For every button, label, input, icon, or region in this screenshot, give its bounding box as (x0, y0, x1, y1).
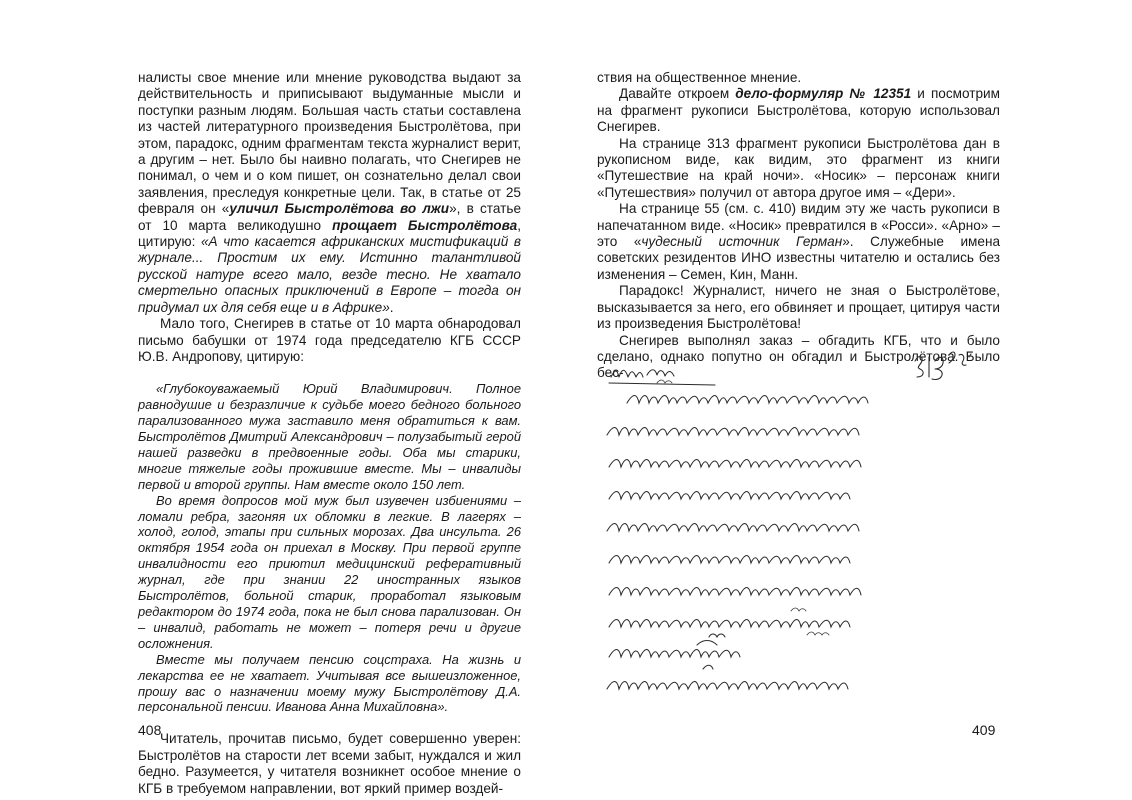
quote-text: чудесный источник Герман (641, 234, 843, 250)
paragraph: На странице 313 фрагмент рукописи Быстролётова дан в рукописном виде, как видим, это фрагмент из книги «Путешествие на край ночи». «Носик» – персонаж книги «Путешествия» получил от автора другое имя – «Дери». (597, 135, 1000, 200)
handwritten-manuscript-image (597, 345, 1002, 713)
paragraph: Мало того, Снегирев в статье от 10 марта обнародовал письмо бабушки от 1974 года председателю КГБ СССР Ю.В. Андропову, цитирую: (138, 316, 521, 364)
letter-paragraph: Вместе мы получаем пенсию соцстраха. На жизнь и лекарства ее не хватает. Учитывая все вышеизложенное, прошу вас о назначении моему мужу Быстролётову Д.А. персональной пенсии. Иванова Анна Михайловна». (138, 651, 521, 715)
letter-paragraph: Во время допросов мой муж был изувечен избиениями – ломали ребра, загоняя их обломки в легкие. В лагерях – холод, голод, этапы при сильных морозах. Два инсульта. 26 октября 1954 года он приехал в Москву. При первой группе инвалидности его приютил медицинский реферативный журнал, где при знании 22 иностранных языков Быстролётов, больной старик, проработал языковым редактором до 1974 года, пока не был снова парализован. Он – инвалид, работать не может – потеря речи и другие осложнения. (138, 492, 521, 651)
paragraph: На странице 55 (см. с. 410) видим эту же часть рукописи в напечатанном виде. «Носик» превратился в «Росси». «Арно» – это «чудесный источник Герман». Служебные имена советских резидентов ИНО известны читателю и остались без изменения – Семен, Кин, Манн. (597, 201, 1001, 282)
manuscript-scribble (597, 345, 1002, 713)
quote-text: «А что касается африканских мистификаций в журнале... Простим их ему. Истинно талантливой русской натуре всего мало, везде тесно. Не хватало смертельно опасных приключений в Европе – тогда он придумал их для себя еще и в Африке» (138, 234, 521, 315)
letter-paragraph: «Глубокоуважаемый Юрий Владимирович. Полное равнодушие и безразличие к судьбе моего бедного больного парализованного мужа заставило меня обратиться к вам. Быстролётов Дмитрий Александрович – полузабытый герой нашей разведки в предвоенные годы. Оба мы старики, многие тяжелые годы прожившие вместе. Мы – инвалиды первой и второй группы. Нам вместе около 150 лет. (138, 381, 521, 492)
emphasis-text: прощает Быстролётова (332, 217, 518, 233)
paragraph: Парадокс! Журналист, ничего не зная о Быстролётове, высказывается за него, его обвиняет и прощает, цитируя части из произведения Быстролётова! (597, 283, 1000, 332)
paragraph: Читатель, прочитав письмо, будет совершенно уверен: Быстролётов на старости лет всеми забыт, нуждался и жил бедно. Разумеется, у читателя возникнет особое мнение о КГБ в требуемом направлении, вот яркий пример воздей- (138, 731, 521, 796)
page-number: 409 (972, 722, 996, 738)
emphasis-text: уличил Быстролётова во лжи (229, 201, 450, 217)
paragraph: Снегирев выполнял заказ – обгадить КГБ, что и было сделано, однако попутно он обгадил и Быстролётова. Было бес- (597, 332, 1000, 381)
paragraph: налисты свое мнение или мнение руководства выдают за действительность и приписывают выдуманные мысли и поступки разным людям. Большая часть статьи составлена из частей литературного произведения Быстролётова, при этом, парадокс, одним фрагментам текста журналист верит, а другим – нет. Было бы наивно полагать, что Снегирев не понимал, о чем и о ком пишет, он сознательно делал свои заявления, преследуя конкретные цели. Так, в статье от 25 февраля он «уличил Быстролётова во лжи», в статье от 10 марта великодушно прощает Быстролётова, цитирую: «А что касается африканских мистификаций в журнале... Простим их ему. Истинно талантливой русской натуре всего мало, везде тесно. Не хватало смертельно опасных приключений в Европе – тогда он придумал их для себя еще и в Африке». (138, 70, 521, 315)
right-text-column (597, 70, 1000, 382)
emphasis-text: дело-формуляр № 12351 (735, 86, 912, 102)
paragraph: ствия на общественное мнение. (597, 70, 802, 85)
page-number: 408 (138, 722, 162, 738)
paragraph: Давайте откроем дело-формуляр № 12351 и посмотрим на фрагмент рукописи Быстролётова, которую использовал Снегирев. (597, 86, 1000, 135)
